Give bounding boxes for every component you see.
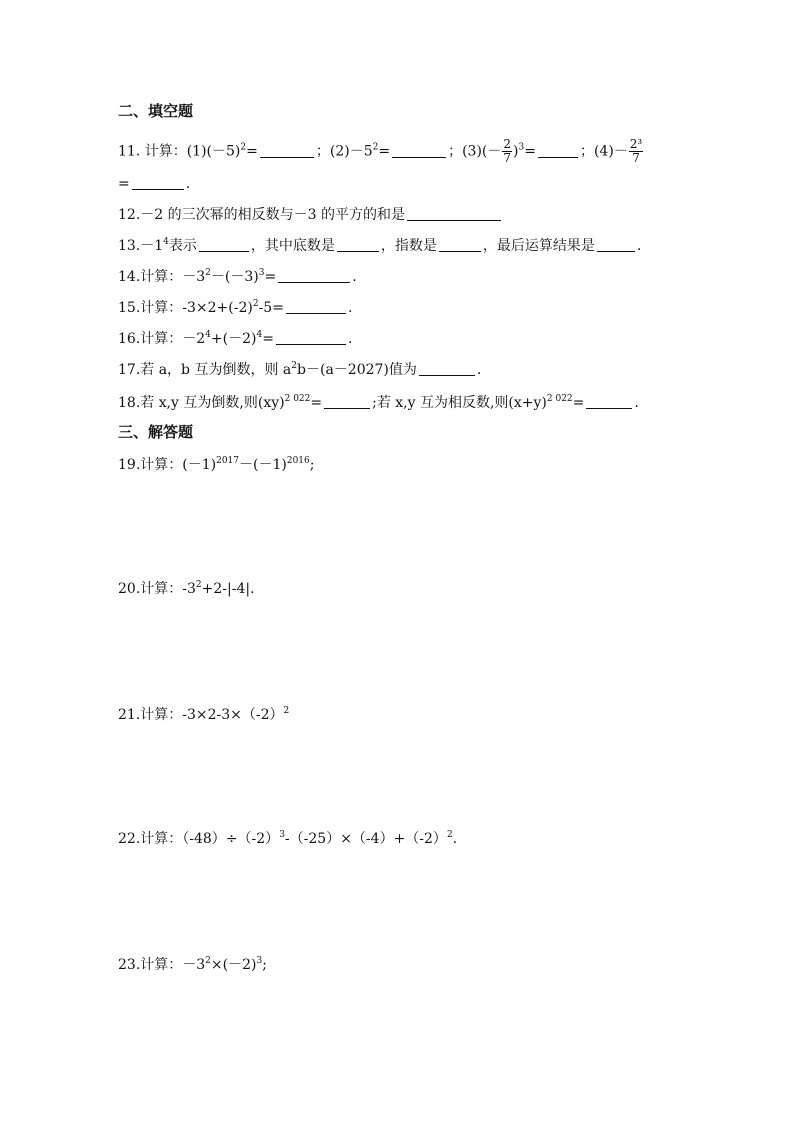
q23-expression: ×(－2) [210,957,257,973]
q11-part3: ；(3)(－ [448,143,502,160]
q18-exponent: 2 022 [546,394,573,404]
q11-part1-exponent: 2 [240,142,247,153]
q11-number: 11. 计算： [118,143,187,160]
q18-equals: = [572,395,585,411]
q20-exponent: 2 [195,580,202,590]
q13-text: ，指数是 [380,238,437,254]
question-12 [118,206,503,224]
q18-text: 18.若 x,y 互为倒数,则(xy) [118,395,285,411]
question-13 [118,237,641,255]
fraction-denominator: 7 [503,151,512,165]
q14-period: . [352,269,357,285]
q11-equals: = [246,143,258,160]
fraction-numerator: 2³ [629,137,643,151]
question-14 [118,268,357,286]
question-17 [118,361,481,379]
question-21 [118,706,289,724]
q18-text: ;若 x,y 互为相反数,则(x+y) [372,395,547,411]
q19-exponent: 2017 [216,456,240,466]
q16-exponent: 4 [256,330,263,340]
fraction-denominator: 7 [632,151,640,165]
q11-part2: ；(2)－5 [315,143,373,160]
q11-part3-exponent: 3 [518,142,525,153]
question-22 [118,830,457,848]
q11-fraction-2cubed-7 [629,138,643,165]
q23-exponent: 3 [256,956,263,966]
q16-equals: = [262,331,274,347]
q11-equals: = [378,143,391,160]
section-heading-fill-in: 二、填空题 [118,102,194,120]
q16-exponent: 4 [205,330,211,340]
q16-expression: 16.计算：－2 [118,331,206,347]
answer-blank-q13-4[interactable] [597,237,635,252]
q11-equals: = [118,176,130,192]
question-15 [118,299,352,317]
answer-blank-q13-1[interactable] [199,237,249,252]
q19-expression: 19.计算：(－1) [118,457,217,473]
answer-blank-q13-3[interactable] [439,237,481,252]
answer-blank-q11-3[interactable] [538,143,578,158]
q23-exponent: 2 [205,956,211,966]
q21-exponent: 2 [283,706,290,716]
q14-equals: = [264,269,277,285]
q22-period: . [452,831,458,847]
q23-semicolon: ; [262,957,267,973]
q16-expression: +(－2) [210,331,257,347]
answer-blank-q11-2[interactable] [392,143,446,158]
question-11-continued [118,175,190,193]
question-11 [118,138,644,165]
answer-blank-q15[interactable] [286,299,346,314]
answer-blank-q16[interactable] [276,330,346,345]
question-23 [118,956,267,974]
q19-exponent: 2016 [286,456,310,466]
q19-semicolon: ; [309,457,315,473]
q13-expression: 13.－1 [118,238,164,254]
q11-part1: (1)(－5) [186,143,241,160]
q17-exponent: 2 [291,361,298,371]
q11-equals: = [524,143,536,160]
q16-period: . [347,331,353,347]
q18-exponent: 2 022 [284,394,311,404]
q23-expression: 23.计算：－3 [118,957,206,973]
q15-exponent: 2 [252,299,259,309]
q19-expression: －(－1) [239,457,287,473]
answer-blank-q18-1[interactable] [324,394,370,409]
q11-period: . [185,176,191,192]
q22-exponent: 3 [279,830,285,840]
fraction-numerator: 2 [503,137,512,151]
q13-text: 表示 [168,238,197,254]
q15-expression: 15.计算：-3×2+(-2) [118,300,253,316]
q15-period: . [347,300,353,316]
q13-exponent: 4 [163,237,169,247]
q22-expression: 22.计算：（-48）÷（-2） [118,831,280,847]
q14-expression: －(－3) [210,269,259,285]
q13-text: ，其中底数是 [250,238,335,254]
question-18 [118,394,639,412]
q22-exponent: 2 [446,830,453,840]
q20-expression: 20.计算：-3 [118,581,196,597]
q11-paren: ) [513,143,519,160]
q11-fraction-2-7 [502,138,512,165]
q20-expression: +2-|-4|. [201,581,255,597]
q14-expression: 14.计算：－3 [118,269,206,285]
q18-equals: = [310,395,323,411]
q13-text: ，最后运算结果是 [482,238,595,254]
section-heading-solve: 三、解答题 [118,423,194,441]
q17-text: b－(a－2027)值为 [297,362,417,378]
answer-blank-q11-1[interactable] [260,143,314,158]
q21-expression: 21.计算：-3×2-3×（-2） [118,707,284,723]
question-20 [118,580,255,598]
q15-expression: -5= [258,300,284,316]
q14-exponent: 3 [258,268,265,278]
answer-blank-q18-2[interactable] [586,394,632,409]
answer-blank-q17[interactable] [419,361,475,376]
q18-period: . [634,395,639,411]
answer-blank-q13-2[interactable] [337,237,379,252]
q14-exponent: 2 [205,268,211,278]
answer-blank-q14[interactable] [278,268,350,283]
q11-part4: ；(4)－ [579,143,628,160]
q17-text: 17.若 a，b 互为倒数，则 a [118,362,292,378]
question-19 [118,456,314,474]
q12-text: 12.－2 的三次幂的相反数与－3 的平方的和是 [118,207,405,223]
q17-period: . [476,362,482,378]
q11-part2-exponent: 2 [372,142,379,153]
answer-blank-q11-4[interactable] [132,175,184,190]
question-16 [118,330,352,348]
q22-expression: -（-25）×（-4）+（-2） [284,831,447,847]
answer-blank-q12[interactable] [407,206,501,221]
q13-period: . [636,238,642,254]
